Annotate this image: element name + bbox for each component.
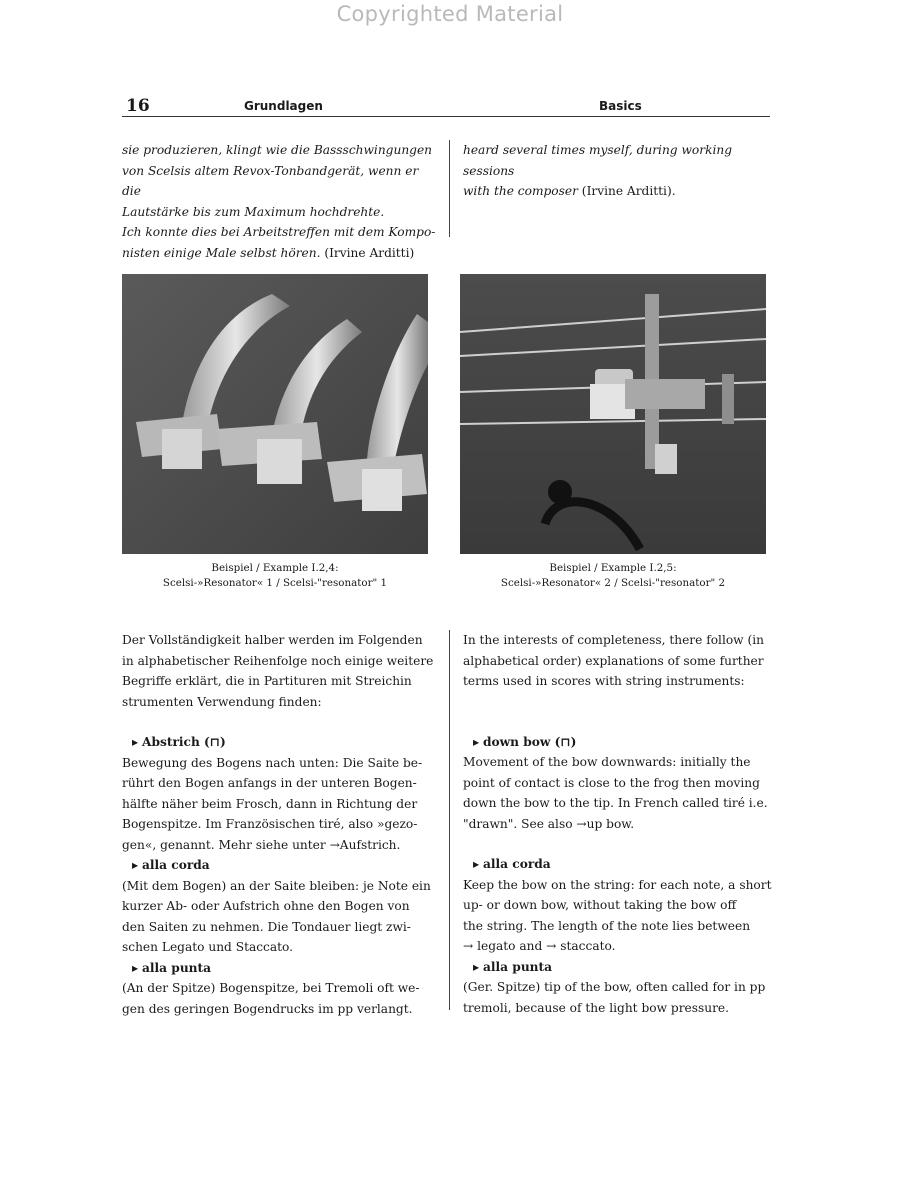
term-heading: ▸ alla corda: [473, 854, 773, 875]
term-line: up- or down bow, without taking the bow off: [463, 898, 737, 912]
term-line: kurzer Ab- oder Aufstrich ohne den Bogen von: [122, 899, 410, 913]
resonator-photo-2: [460, 274, 766, 554]
intro-line: In the interests of completeness, there follow (in: [463, 633, 764, 647]
quote-attribution: (Irvine Arditti): [320, 245, 415, 260]
caption-line: Beispiel / Example I.2,5:: [549, 562, 677, 574]
english-column: [463, 630, 773, 1018]
quote-line: nisten einige Male selbst hören.: [122, 245, 321, 260]
intro-line: terms used in scores with string instruments:: [463, 674, 745, 688]
term-heading: ▸ alla punta: [473, 957, 773, 978]
term-line: den Saiten zu nehmen. Die Tondauer liegt zwi-: [122, 919, 411, 934]
quote-line: sie produzieren, klingt wie die Bassschwingungen: [122, 143, 433, 157]
intro-line: Begriffe erklärt, die in Partituren mit Streichin: [122, 674, 412, 688]
term-heading: ▸ Abstrich (⊓): [132, 732, 437, 753]
term-line: tremoli, because of the light bow pressure.: [463, 1000, 730, 1015]
column-divider: [449, 140, 450, 237]
caption-left: [122, 561, 428, 591]
intro-line: strumenten Verwendung finden:: [122, 694, 322, 709]
quote-line: von Scelsis altem Revox-Tonbandgerät, wenn er die: [122, 163, 419, 198]
term-line: (An der Spitze) Bogenspitze, bei Tremoli oft we-: [122, 981, 420, 995]
page-number: 16: [126, 96, 150, 116]
term-line: Movement of the bow downwards: initially the: [463, 755, 751, 769]
term-line: (Ger. Spitze) tip of the bow, often called for in pp: [463, 980, 766, 994]
term-line: Keep the bow on the string: for each note, a short: [463, 877, 772, 892]
header-left-title: Grundlagen: [244, 99, 323, 113]
resonator-photo-1: [122, 274, 428, 554]
term-line: Bewegung des Bogens nach unten: Die Saite be-: [122, 755, 423, 770]
caption-line: Scelsi-»Resonator« 1 / Scelsi-"resonator" 1: [162, 577, 388, 589]
caption-right: [460, 561, 766, 591]
quote-line: with the composer: [463, 184, 578, 198]
quote-attribution: (Irvine Arditti).: [577, 184, 676, 198]
caption-line: Scelsi-»Resonator« 2 / Scelsi-"resonator" 2: [500, 577, 726, 589]
term-heading: ▸ down bow (⊓): [473, 732, 773, 753]
term-line: schen Legato und Staccato.: [122, 940, 294, 954]
term-line: (Mit dem Bogen) an der Saite bleiben: je Note ein: [122, 878, 431, 893]
german-column: [122, 630, 437, 1019]
intro-line: Der Vollständigkeit halber werden im Folgenden: [122, 633, 423, 647]
quote-line: heard several times myself, during working sessions: [463, 143, 733, 178]
term-heading: ▸ alla corda: [132, 855, 437, 876]
caption-line: Beispiel / Example I.2,4:: [211, 562, 339, 574]
intro-line: alphabetical order) explanations of some further: [463, 653, 764, 668]
intro-line: in alphabetischer Reihenfolge noch einige weitere: [122, 653, 434, 668]
column-divider: [449, 630, 450, 1010]
term-line: point of contact is close to the frog then moving: [463, 775, 760, 790]
running-header: [122, 96, 770, 117]
term-line: down the bow to the tip. In French called tiré i.e.: [463, 796, 768, 810]
german-quote: [122, 140, 437, 263]
term-line: gen«, genannt. Mehr siehe unter →Aufstrich.: [122, 837, 401, 852]
term-line: Bogenspitze. Im Französischen tiré, also »gezo-: [122, 817, 418, 831]
term-line: gen des geringen Bogendrucks im pp verlangt.: [122, 1001, 413, 1016]
term-line: → legato and → staccato.: [463, 939, 616, 953]
quote-line: Ich konnte dies bei Arbeitstreffen mit dem Kompo-: [122, 225, 436, 239]
quote-line: Lautstärke bis zum Maximum hochdrehte.: [122, 204, 385, 219]
term-line: rührt den Bogen anfangs in der unteren Bogen-: [122, 776, 417, 790]
header-right-title: Basics: [599, 99, 642, 113]
term-line: hälfte näher beim Frosch, dann in Richtung der: [122, 796, 418, 811]
term-line: "drawn". See also →up bow.: [463, 816, 635, 831]
english-quote: [463, 140, 773, 202]
term-line: the string. The length of the note lies between: [463, 918, 751, 933]
copyright-watermark: Copyrighted Material: [336, 2, 564, 26]
term-heading: ▸ alla punta: [132, 958, 437, 979]
